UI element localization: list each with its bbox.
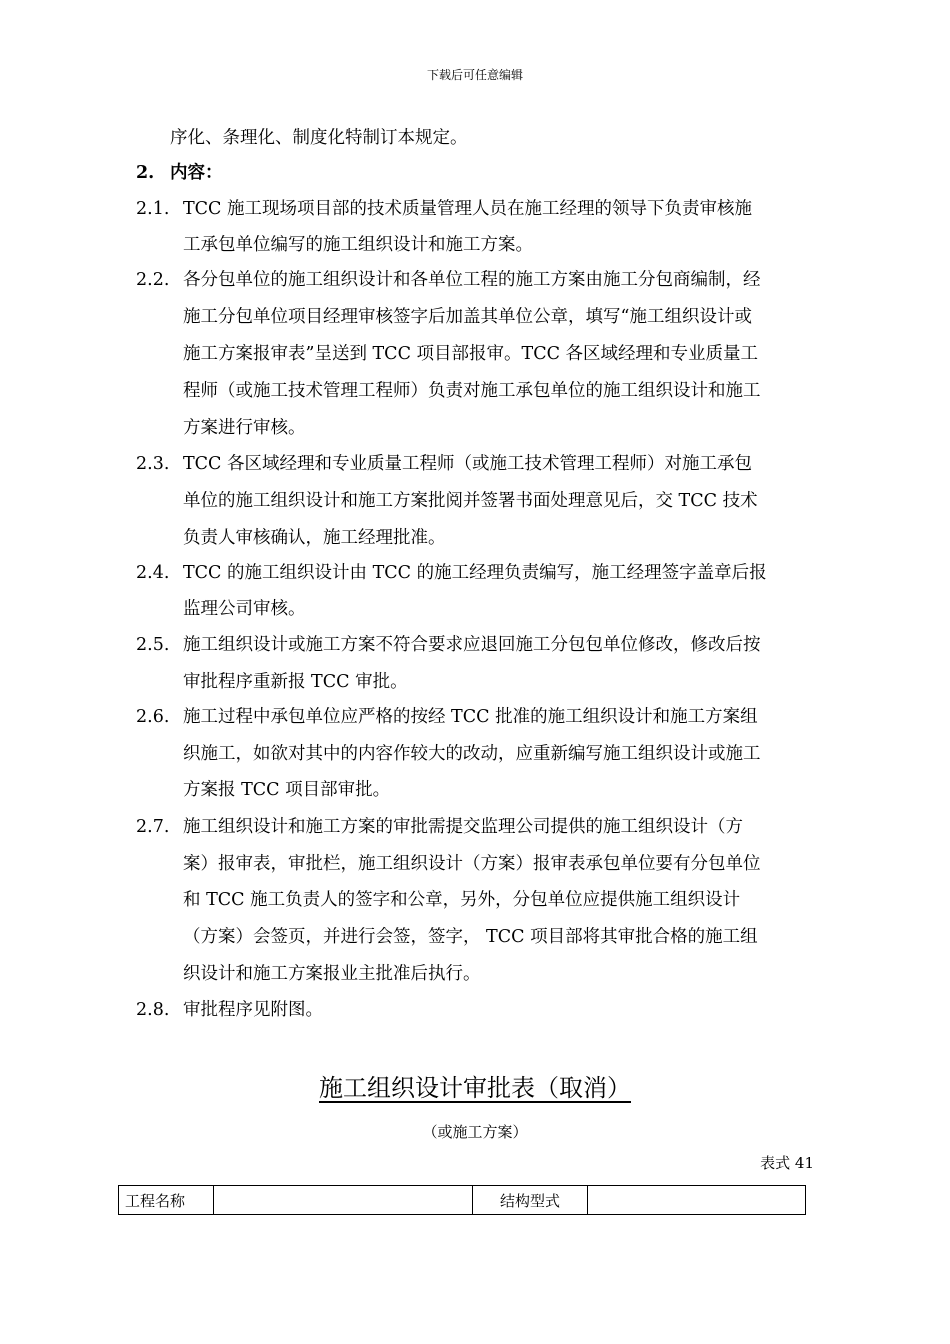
header-note: 下载后可任意编辑: [426, 68, 523, 82]
body-line: TCC 各区域经理和专业质量工程师（或施工技术管理工程师）对施工承包: [183, 454, 753, 474]
structure-label: 结构型式: [473, 1186, 588, 1215]
body-line: 审批程序重新报 TCC 审批。: [183, 672, 408, 692]
clause-number: 2.2.: [136, 270, 170, 290]
body-line: 施工分包单位项目经理审核签字后加盖其单位公章，填写“施工组织设计或: [183, 307, 752, 327]
body-line: 施工组织设计和施工方案的审批需提交监理公司提供的施工组织设计（方: [183, 817, 743, 837]
form-number: 表式 41: [760, 1154, 814, 1172]
project-name-label: 工程名称: [119, 1186, 214, 1215]
body-line: 内容：: [170, 163, 223, 183]
clause-number: 2.8.: [136, 1000, 170, 1020]
clause-number: 2.5.: [136, 635, 170, 655]
form-subtitle: （或施工方案）: [422, 1123, 528, 1141]
body-line: 负责人审核确认，施工经理批准。: [183, 528, 446, 548]
structure-value: [588, 1186, 806, 1215]
body-line: 序化、条理化、制度化特制订本规定。: [170, 128, 468, 148]
body-line: （方案）会签页，并进行会签，签字， TCC 项目部将其审批合格的施工组: [183, 927, 758, 947]
body-line: TCC 施工现场项目部的技术质量管理人员在施工经理的领导下负责审核施: [183, 199, 753, 219]
body-line: 方案进行审核。: [183, 418, 306, 438]
body-line: 方案报 TCC 项目部审批。: [183, 780, 391, 800]
body-line: 织施工，如欲对其中的内容作较大的改动，应重新编写施工组织设计或施工: [183, 744, 761, 764]
form-title: [0, 1068, 950, 1103]
body-line: 织设计和施工方案报业主批准后执行。: [183, 964, 481, 984]
project-name-value: [214, 1186, 473, 1215]
clause-number: 2.6.: [136, 707, 170, 727]
body-line: 单位的施工组织设计和施工方案批阅并签署书面处理意见后，交 TCC 技术: [183, 491, 758, 511]
clause-number: 2.1.: [136, 199, 170, 219]
clause-number: 2.3.: [136, 454, 170, 474]
table-row: [119, 1186, 806, 1215]
clause-number: 2.4.: [136, 563, 170, 583]
body-line: 审批程序见附图。: [183, 1000, 323, 1020]
body-line: 程师（或施工技术管理工程师）负责对施工承包单位的施工组织设计和施工: [183, 381, 761, 401]
clause-number: 2.: [136, 163, 155, 183]
body-line: 各分包单位的施工组织设计和各单位工程的施工方案由施工分包商编制，经: [183, 270, 761, 290]
body-line: 和 TCC 施工负责人的签字和公章，另外，分包单位应提供施工组织设计: [183, 890, 741, 910]
body-line: 监理公司审核。: [183, 599, 306, 619]
body-line: 案）报审表，审批栏，施工组织设计（方案）报审表承包单位要有分包单位: [183, 854, 761, 874]
body-line: 工承包单位编写的施工组织设计和施工方案。: [183, 235, 533, 255]
body-line: 施工过程中承包单位应严格的按经 TCC 批准的施工组织设计和施工方案组: [183, 707, 758, 727]
form-title-text: 施工组织设计审批表（取消）: [319, 1074, 631, 1102]
body-line: TCC 的施工组织设计由 TCC 的施工经理负责编写，施工经理签字盖章后报: [183, 563, 767, 583]
body-line: 施工组织设计或施工方案不符合要求应退回施工分包包单位修改，修改后按: [183, 635, 761, 655]
clause-number: 2.7.: [136, 817, 170, 837]
approval-table: [118, 1185, 806, 1215]
body-line: 施工方案报审表”呈送到 TCC 项目部报审。TCC 各区域经理和专业质量工: [183, 344, 759, 364]
